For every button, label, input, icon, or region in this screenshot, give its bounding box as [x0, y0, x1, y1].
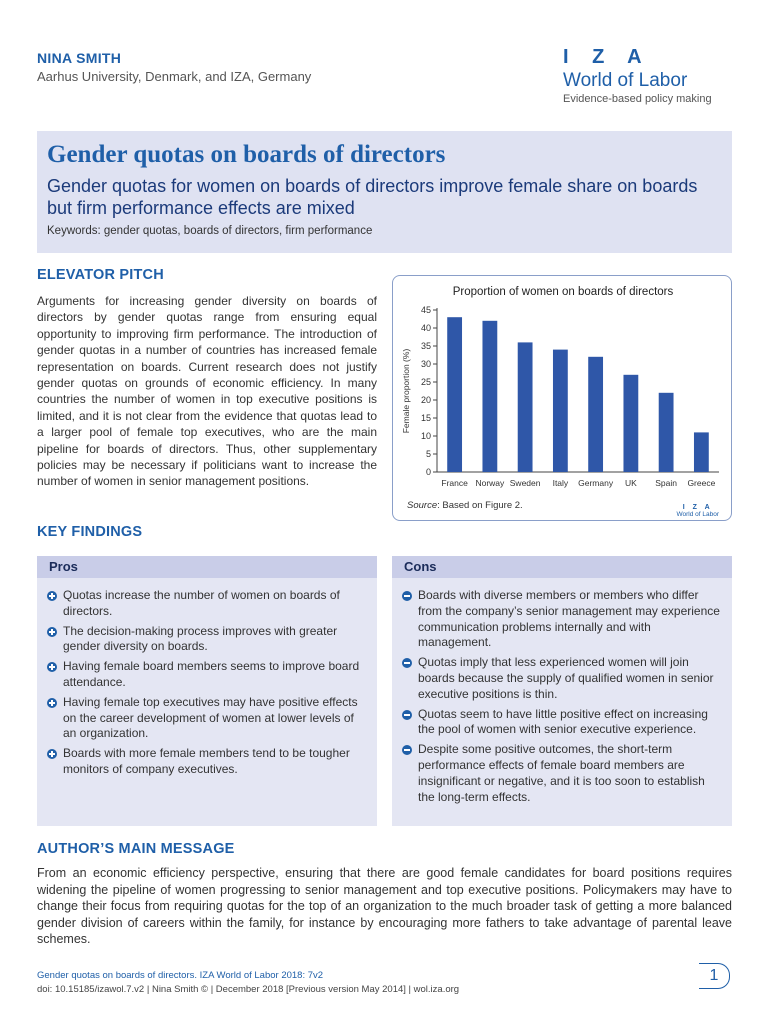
chart-source-text: : Based on Figure 2.	[437, 500, 523, 511]
con-text: Boards with diverse members or members who differ from the company’s senior management may experience communication problems internally and with management.	[418, 588, 720, 650]
chart-logo-iza: I Z A	[682, 504, 713, 511]
plus-circle-icon	[47, 662, 57, 672]
bar-norway	[482, 321, 497, 472]
chart-source	[407, 500, 523, 511]
key-findings-heading: KEY FINDINGS	[37, 524, 143, 540]
elevator-pitch-heading: ELEVATOR PITCH	[37, 267, 164, 283]
y-tick-label: 15	[420, 413, 431, 423]
pro-item	[47, 659, 367, 691]
plus-circle-icon	[47, 749, 57, 759]
chart-title: Proportion of women on boards of directors	[452, 286, 674, 298]
bar-chart	[393, 276, 733, 522]
con-item	[402, 655, 722, 702]
cons-panel	[392, 556, 732, 826]
x-tick-label: Germany	[578, 478, 614, 488]
title-box	[37, 131, 732, 253]
y-tick-label: 35	[420, 341, 431, 351]
bar-italy	[553, 350, 568, 472]
cons-header: Cons	[392, 556, 732, 578]
con-text: Quotas seem to have little positive effect on increasing the pool of women with senior executive experience.	[418, 706, 708, 737]
chart-source-label: Source	[407, 500, 438, 511]
bar-france	[447, 317, 462, 472]
brand-logo	[563, 46, 712, 105]
y-tick-label: 25	[420, 377, 431, 387]
chart-logo-wol: World of Labor	[676, 511, 719, 518]
bar-uk	[623, 375, 638, 472]
y-tick-label: 20	[420, 395, 431, 405]
y-axis-label: Female proportion (%)	[401, 348, 411, 434]
pros-panel	[37, 556, 377, 826]
plus-circle-icon	[47, 627, 57, 637]
con-item	[402, 588, 722, 651]
main-message-text: From an economic efficiency perspective, ensuring that there are good female candidates for board positions requires widening the pipeline of women progressing to senior management and top executive positions. Policymakers may have to change their focus from requiring quotas for the top of an organization to the much broader task of getting a more balanced gender division of careers within the family, for instance by encouraging more fathers to take advantage of parental leave schemes.	[37, 866, 732, 947]
author-affiliation: Aarhus University, Denmark, and IZA, Germany	[37, 69, 312, 84]
bar-spain	[659, 393, 674, 472]
article-title: Gender quotas on boards of directors	[47, 141, 446, 168]
x-tick-label: France	[441, 478, 468, 488]
pros-header: Pros	[37, 556, 377, 578]
brand-name: World of Labor	[563, 70, 688, 91]
y-tick-label: 5	[425, 449, 431, 459]
chart-box	[392, 275, 732, 521]
minus-circle-icon	[402, 710, 412, 720]
brand-tagline: Evidence-based policy making	[563, 93, 712, 105]
y-tick-label: 45	[420, 305, 431, 315]
plus-circle-icon	[47, 698, 57, 708]
con-item	[402, 742, 722, 805]
plus-circle-icon	[47, 591, 57, 601]
pro-item	[47, 624, 367, 656]
chart-logo	[676, 504, 719, 518]
x-tick-label: Norway	[475, 478, 505, 488]
cons-list	[392, 578, 732, 805]
pros-list	[37, 578, 377, 778]
pro-text: Having female board members seems to improve board attendance.	[63, 659, 360, 689]
y-tick-label: 30	[420, 359, 431, 369]
x-tick-label: Italy	[552, 478, 569, 488]
pro-item	[47, 588, 367, 620]
pro-item	[47, 746, 367, 778]
con-item	[402, 707, 722, 739]
brand-iza: I Z A	[563, 46, 651, 68]
minus-circle-icon	[402, 745, 412, 755]
pro-text: The decision-making process improves with greater gender diversity on boards.	[63, 623, 338, 654]
y-tick-label: 40	[420, 323, 431, 333]
x-tick-label: Spain	[655, 478, 677, 488]
pro-text: Quotas increase the number of women on boards of directors.	[63, 588, 340, 618]
minus-circle-icon	[402, 658, 412, 668]
article-subtitle: Gender quotas for women on boards of directors improve female share on boards but firm performance effects are mixed	[47, 176, 698, 218]
bar-sweden	[518, 342, 533, 472]
pro-text: Boards with more female members tend to be tougher monitors of company executives.	[63, 746, 350, 776]
pro-text: Having female top executives may have positive effects on the career development of women at lower levels of an organization.	[63, 694, 358, 741]
x-tick-label: Sweden	[509, 478, 541, 488]
footer-citation: Gender quotas on boards of directors. IZA World of Labor 2018: 7v2	[37, 970, 324, 981]
author-block	[37, 50, 311, 84]
bar-germany	[588, 357, 603, 472]
article-keywords: Keywords: gender quotas, boards of directors, firm performance	[47, 225, 373, 237]
y-tick-label: 0	[425, 467, 431, 477]
x-tick-label: Greece	[687, 478, 716, 488]
minus-circle-icon	[402, 591, 412, 601]
con-text: Despite some positive outcomes, the short-term performance effects of female board members are insignificant or negative, and it is too soon to establish the long-term effects.	[418, 742, 705, 804]
elevator-pitch-text: Arguments for increasing gender diversity on boards of directors by gender quotas range from ensuring equal opportunity to improving firm performance. The introduction of gender quotas in a number of countries has increased female representation on boards. Current research does not justify gender quotas on grounds of economic efficiency. In many countries the number of women in top executive positions is limited, and it is not clear from the evidence that quotas lead to a larger pool of female top executives, who are the main pipeline for boards of directors. Thus, other supplementary policies may be necessary if politicians want to increase the number of women in senior management positions.	[37, 294, 377, 489]
y-tick-label: 10	[420, 431, 431, 441]
footer-meta: doi: 10.15185/izawol.7.v2 | Nina Smith © | December 2018 [Previous version May 2014] | wol.iza.org	[37, 984, 460, 995]
page-number: 1	[699, 963, 730, 989]
main-message-heading: AUTHOR’S MAIN MESSAGE	[37, 841, 235, 857]
footer	[37, 970, 459, 995]
x-tick-label: UK	[624, 478, 637, 488]
con-text: Quotas imply that less experienced women will join boards because the supply of qualified women in senior executive positions is thin.	[418, 655, 714, 701]
pro-item	[47, 695, 367, 742]
author-name: NINA SMITH	[37, 50, 122, 66]
bar-greece	[694, 432, 709, 472]
